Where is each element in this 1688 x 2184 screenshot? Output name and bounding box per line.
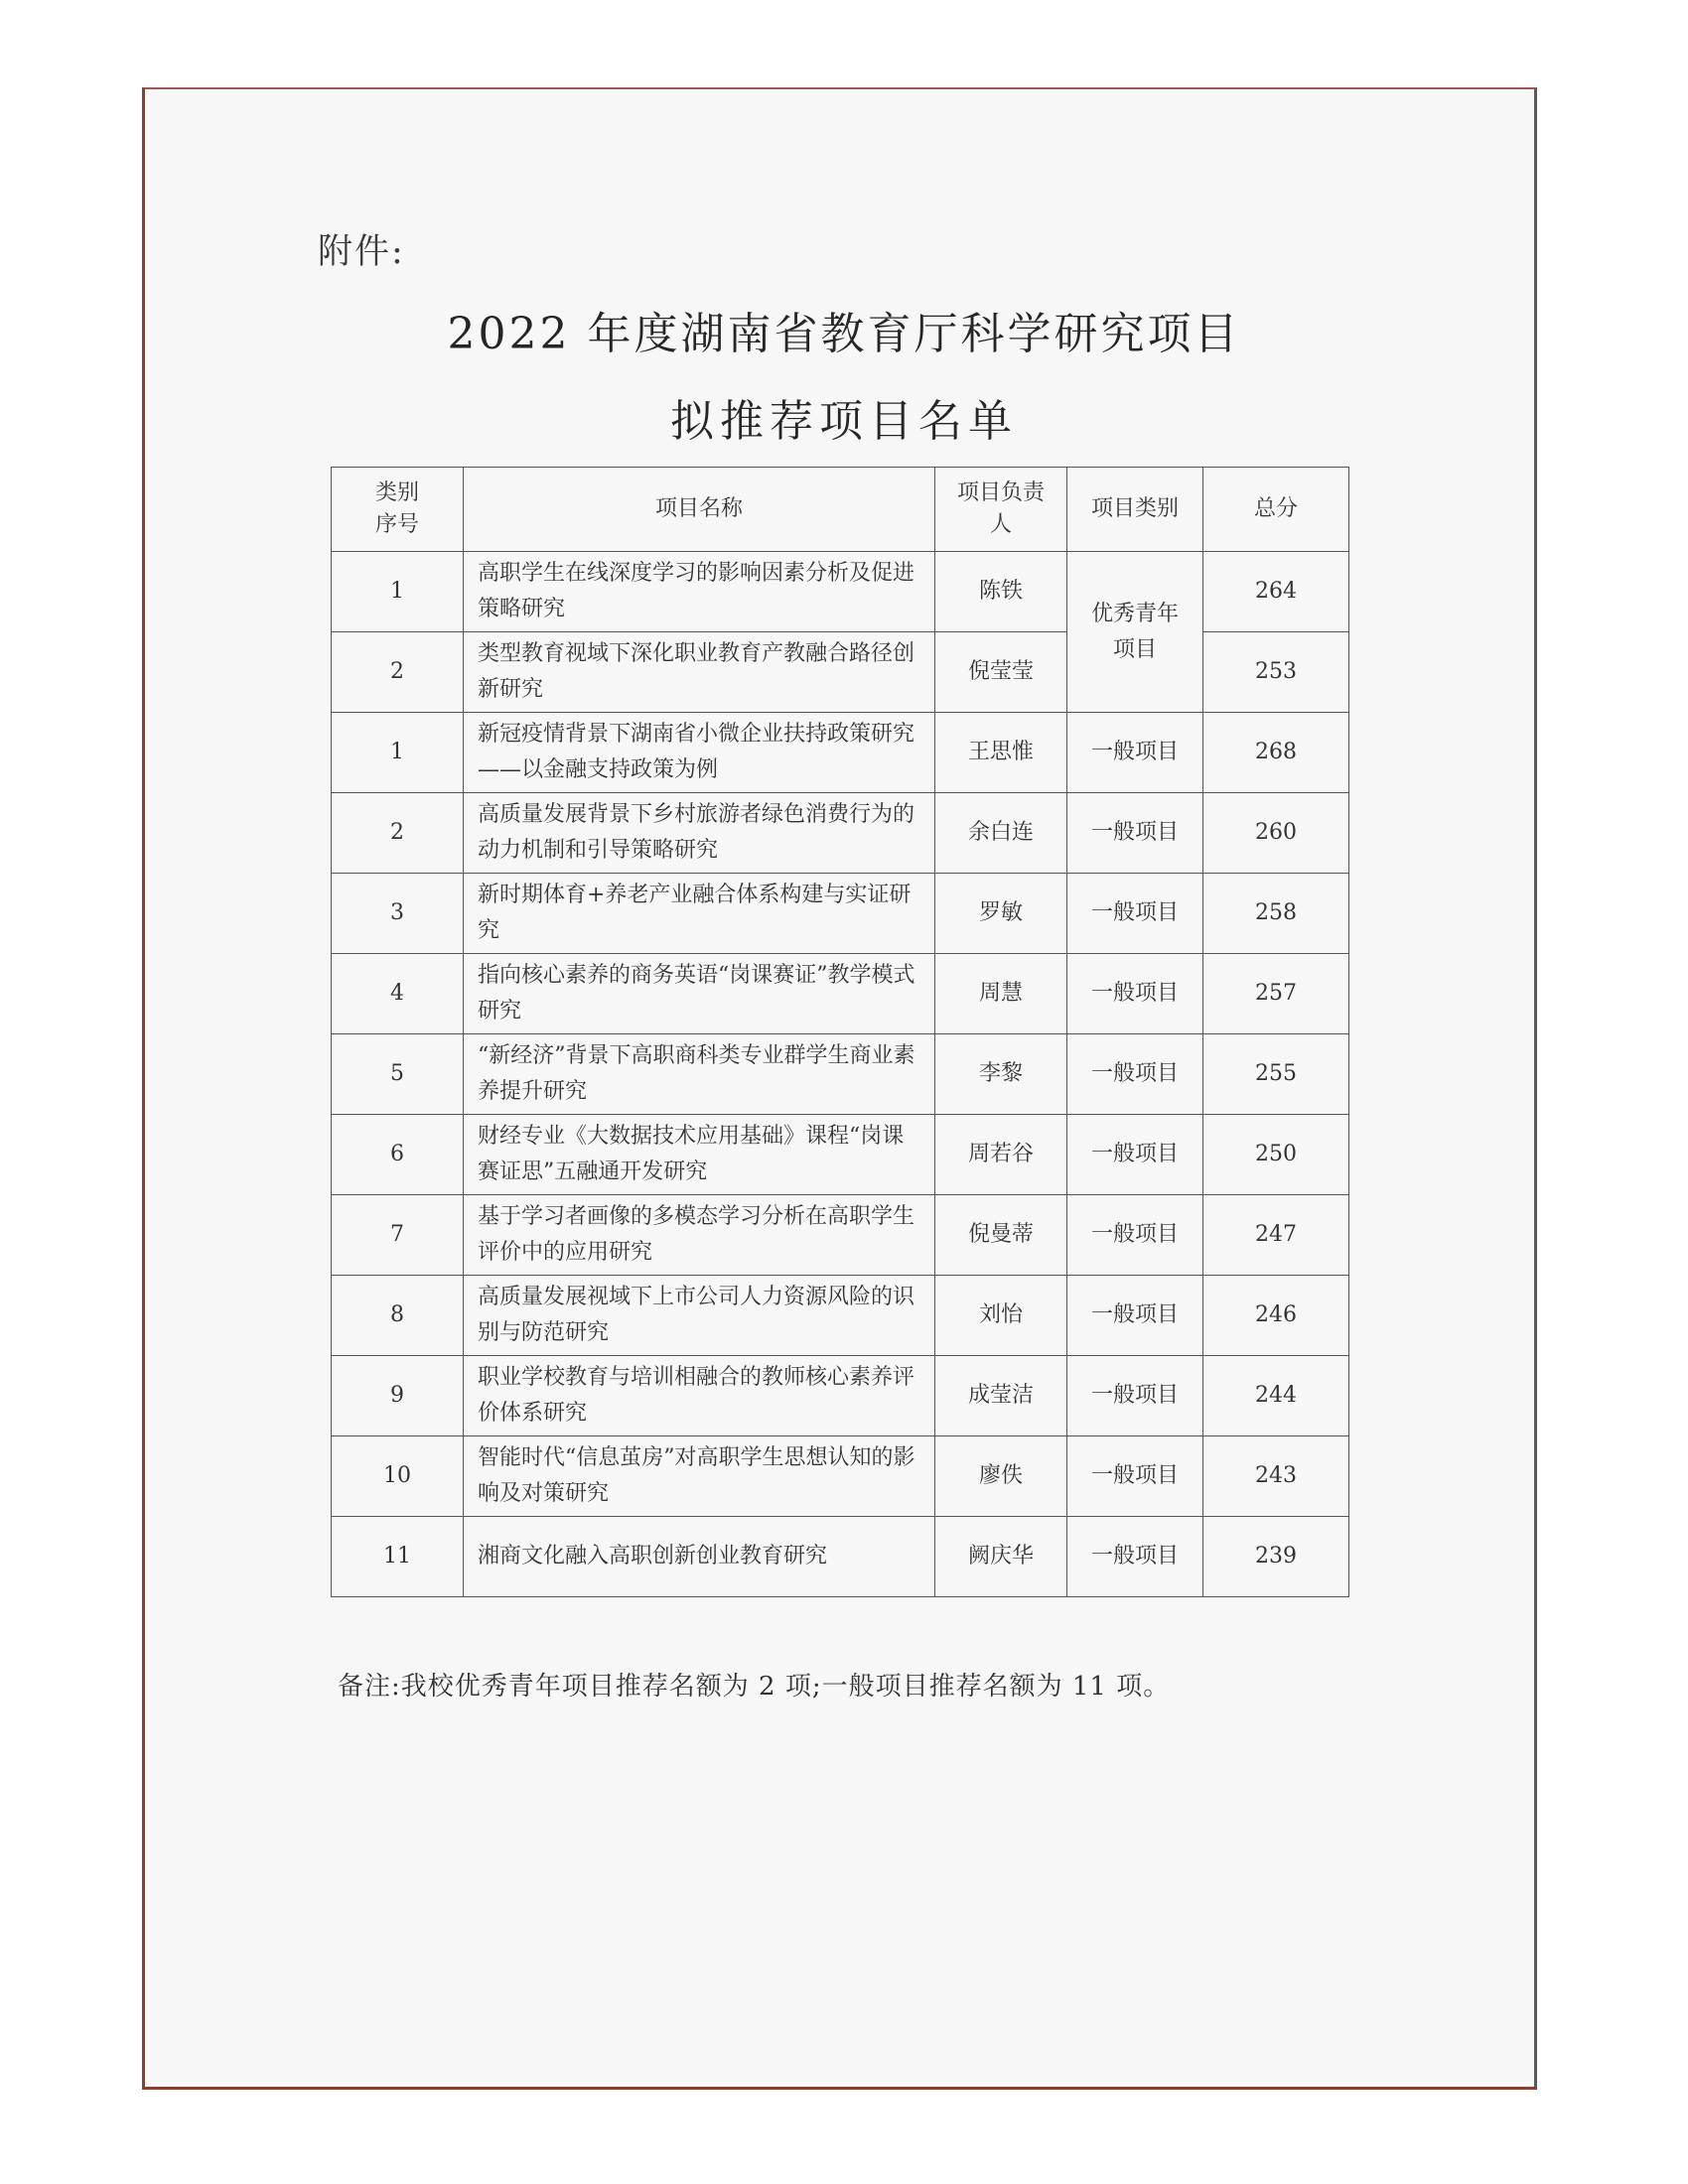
- cell-name: 高职学生在线深度学习的影响因素分析及促进策略研究: [464, 552, 935, 632]
- cell-score: 239: [1203, 1517, 1349, 1597]
- cell-seq: 8: [332, 1276, 464, 1356]
- document-subtitle: 拟推荐项目名单: [670, 396, 1018, 447]
- header-leader-line2: 人: [989, 512, 1012, 537]
- table-header-row: [332, 468, 1349, 552]
- table-row: [332, 793, 1349, 874]
- header-leader: [935, 468, 1067, 552]
- footnote: 备注:我校优秀青年项目推荐名额为 2 项;一般项目推荐名额为 11 项。: [338, 1672, 1171, 1702]
- cell-seq: 5: [332, 1034, 464, 1115]
- cell-score: 244: [1203, 1356, 1349, 1436]
- header-seq-line1: 类别: [374, 480, 419, 505]
- cell-score: 258: [1203, 874, 1349, 954]
- header-name: 项目名称: [464, 468, 935, 552]
- category-excellent-line1: 优秀青年: [1090, 601, 1179, 626]
- cell-score: 247: [1203, 1195, 1349, 1276]
- cell-seq: 6: [332, 1115, 464, 1195]
- cell-score: 253: [1203, 632, 1349, 713]
- attachment-label: 附件:: [318, 232, 405, 272]
- cell-score: 255: [1203, 1034, 1349, 1115]
- cell-seq: 2: [332, 793, 464, 874]
- cell-leader: 周慧: [935, 954, 1067, 1034]
- cell-category: 一般项目: [1067, 1436, 1203, 1517]
- cell-score: 257: [1203, 954, 1349, 1034]
- cell-leader: 陈铁: [935, 552, 1067, 632]
- cell-leader: 余白连: [935, 793, 1067, 874]
- cell-seq: 7: [332, 1195, 464, 1276]
- header-leader-line1: 项目负责: [956, 480, 1045, 505]
- table-row: [332, 1356, 1349, 1436]
- cell-seq: 2: [332, 632, 464, 713]
- cell-category: 一般项目: [1067, 874, 1203, 954]
- table-row: [332, 1517, 1349, 1597]
- cell-leader: 倪曼蒂: [935, 1195, 1067, 1276]
- table-row: [332, 1436, 1349, 1517]
- cell-name: 财经专业《大数据技术应用基础》课程“岗课赛证思”五融通开发研究: [464, 1115, 935, 1195]
- cell-category: 一般项目: [1067, 954, 1203, 1034]
- cell-seq: 1: [332, 552, 464, 632]
- header-seq: [332, 468, 464, 552]
- cell-score: 264: [1203, 552, 1349, 632]
- project-table: [331, 467, 1349, 1597]
- cell-seq: 11: [332, 1517, 464, 1597]
- cell-seq: 4: [332, 954, 464, 1034]
- cell-category: 一般项目: [1067, 1195, 1203, 1276]
- cell-leader: 倪莹莹: [935, 632, 1067, 713]
- cell-category: 一般项目: [1067, 1276, 1203, 1356]
- cell-leader: 刘怡: [935, 1276, 1067, 1356]
- category-excellent-line2: 项目: [1112, 636, 1157, 662]
- cell-seq: 3: [332, 874, 464, 954]
- table-row: [332, 1115, 1349, 1195]
- cell-score: 246: [1203, 1276, 1349, 1356]
- table-row: [332, 874, 1349, 954]
- table-row: [332, 1276, 1349, 1356]
- document-title: 2022 年度湖南省教育厅科学研究项目: [447, 309, 1241, 359]
- cell-seq: 9: [332, 1356, 464, 1436]
- cell-category: 一般项目: [1067, 1034, 1203, 1115]
- header-category: 项目类别: [1067, 468, 1203, 552]
- table-row: [332, 1034, 1349, 1115]
- cell-category: 一般项目: [1067, 1517, 1203, 1597]
- cell-score: 250: [1203, 1115, 1349, 1195]
- cell-leader: 周若谷: [935, 1115, 1067, 1195]
- cell-name: 湘商文化融入高职创新创业教育研究: [464, 1517, 935, 1597]
- cell-name: 新冠疫情背景下湖南省小微企业扶持政策研究——以金融支持政策为例: [464, 713, 935, 793]
- cell-category: 一般项目: [1067, 1115, 1203, 1195]
- header-score: 总分: [1203, 468, 1349, 552]
- cell-leader: 成莹洁: [935, 1356, 1067, 1436]
- cell-name: 指向核心素养的商务英语“岗课赛证”教学模式研究: [464, 954, 935, 1034]
- cell-category: 一般项目: [1067, 793, 1203, 874]
- cell-leader: 罗敏: [935, 874, 1067, 954]
- cell-seq: 1: [332, 713, 464, 793]
- table-row: [332, 954, 1349, 1034]
- cell-name: 基于学习者画像的多模态学习分析在高职学生评价中的应用研究: [464, 1195, 935, 1276]
- table-row: [332, 1195, 1349, 1276]
- cell-category-excellent-youth: [1067, 552, 1203, 713]
- table-row: [332, 713, 1349, 793]
- cell-category: 一般项目: [1067, 713, 1203, 793]
- cell-leader: 廖佚: [935, 1436, 1067, 1517]
- table-row: [332, 552, 1349, 632]
- cell-name: 智能时代“信息茧房”对高职学生思想认知的影响及对策研究: [464, 1436, 935, 1517]
- cell-seq: 10: [332, 1436, 464, 1517]
- cell-name: 高质量发展背景下乡村旅游者绿色消费行为的动力机制和引导策略研究: [464, 793, 935, 874]
- cell-name: 类型教育视域下深化职业教育产教融合路径创新研究: [464, 632, 935, 713]
- cell-name: 职业学校教育与培训相融合的教师核心素养评价体系研究: [464, 1356, 935, 1436]
- cell-name: “新经济”背景下高职商科类专业群学生商业素养提升研究: [464, 1034, 935, 1115]
- cell-name: 新时期体育+养老产业融合体系构建与实证研究: [464, 874, 935, 954]
- cell-score: 268: [1203, 713, 1349, 793]
- cell-score: 243: [1203, 1436, 1349, 1517]
- cell-category: 一般项目: [1067, 1356, 1203, 1436]
- cell-leader: 李黎: [935, 1034, 1067, 1115]
- cell-leader: 阙庆华: [935, 1517, 1067, 1597]
- cell-score: 260: [1203, 793, 1349, 874]
- cell-name: 高质量发展视域下上市公司人力资源风险的识别与防范研究: [464, 1276, 935, 1356]
- header-seq-line2: 序号: [374, 512, 419, 537]
- cell-leader: 王思惟: [935, 713, 1067, 793]
